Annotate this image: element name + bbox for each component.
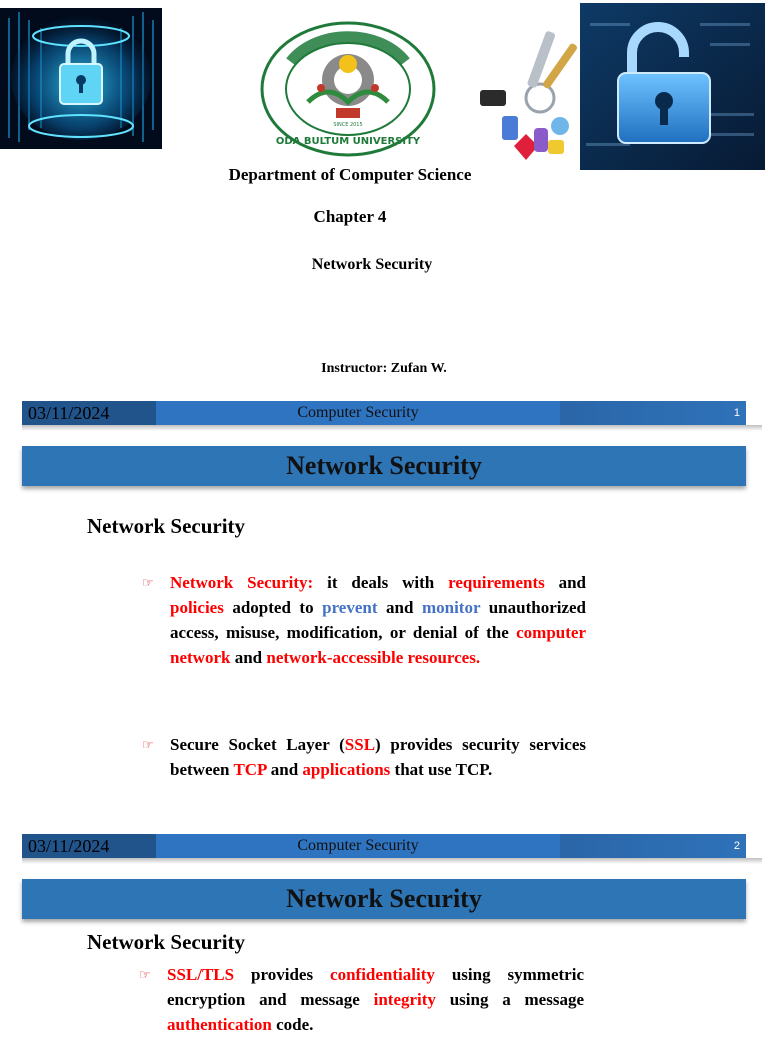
pointing-hand-icon: ☞ [142, 737, 154, 752]
logo-since-label: SINCE 2015 [333, 122, 363, 128]
footer-course: Computer Security [156, 834, 560, 858]
key-ring-icon [474, 0, 580, 172]
slide-title: Network Security [286, 451, 482, 480]
text-run: adopted to [223, 598, 323, 617]
term-confidentiality: confidentiality [330, 965, 435, 984]
padlock-icon [0, 8, 162, 149]
department-name: Department of Computer Science [228, 165, 472, 184]
footer-date: 03/11/2024 [22, 834, 156, 858]
slide-title-bar [22, 446, 746, 486]
term-computer-network: computer network [170, 623, 586, 667]
text-run: and [230, 648, 267, 667]
pointing-hand-icon: ☞ [139, 967, 151, 982]
slide-title: Network Security [286, 884, 482, 913]
text-run: using symmetric encryption and message [167, 965, 584, 1009]
chapter-title: Network Security [311, 256, 433, 273]
footer-shadow [22, 425, 762, 431]
text-run: and [544, 573, 587, 592]
footer-page-number: 1 [733, 407, 740, 419]
footer-course: Computer Security [156, 401, 560, 425]
term-applications: applications [302, 760, 391, 779]
text-run: using a message [435, 990, 584, 1009]
term-policies: policies [170, 598, 224, 617]
term-authentication: authentication [167, 1015, 272, 1034]
text-run: unauthorized access, misuse, modification, or denial of the [170, 598, 587, 642]
footer-right-band [560, 401, 746, 425]
slide-heading: Network Security [87, 930, 246, 954]
digital-padlock-image [580, 3, 765, 170]
term-tcp: TCP [233, 760, 267, 779]
term-monitor: monitor [421, 598, 481, 617]
instructor-name: Instructor: Zufan W. [321, 361, 447, 376]
bullet-network-security-definition [142, 570, 587, 670]
footer-page-number: 2 [733, 840, 740, 852]
bullet-ssl [142, 732, 586, 782]
footer-date: 03/11/2024 [22, 401, 156, 425]
term-network-security: Network Security: [170, 573, 314, 592]
text-run: it deals with [313, 573, 449, 592]
term-integrity: integrity [373, 990, 436, 1009]
term-ssl-tls: SSL/TLS [167, 965, 235, 984]
term-network-accessible-resources: network-accessible resources. [266, 648, 481, 667]
text-run: Secure Socket Layer ( [170, 735, 345, 754]
term-prevent: prevent [322, 598, 378, 617]
term-requirements: requirements [448, 573, 545, 592]
slide-title-bar [22, 879, 746, 919]
cyber-padlock-image [0, 8, 162, 149]
term-ssl: SSL [344, 735, 376, 754]
slide-heading: Network Security [87, 514, 246, 538]
key-ring-image [474, 0, 580, 172]
text-run: and [377, 598, 422, 617]
text-run: ) provides security services between [170, 735, 586, 779]
text-run: that use TCP. [390, 760, 493, 779]
slide-footer-1 [22, 401, 746, 425]
footer-shadow [22, 858, 762, 864]
slide-footer-2 [22, 834, 746, 858]
padlock-icon [580, 3, 765, 170]
pointing-hand-icon: ☞ [142, 575, 154, 590]
university-logo [261, 22, 435, 156]
bullet-ssl-tls [139, 962, 584, 1037]
footer-right-band [560, 834, 746, 858]
chapter-number: Chapter 4 [313, 207, 387, 226]
text-run: code. [271, 1015, 314, 1034]
logo-university-name: ODA BULTUM UNIVERSITY [275, 136, 421, 147]
text-run: and [266, 760, 303, 779]
text-run: provides [234, 965, 331, 984]
